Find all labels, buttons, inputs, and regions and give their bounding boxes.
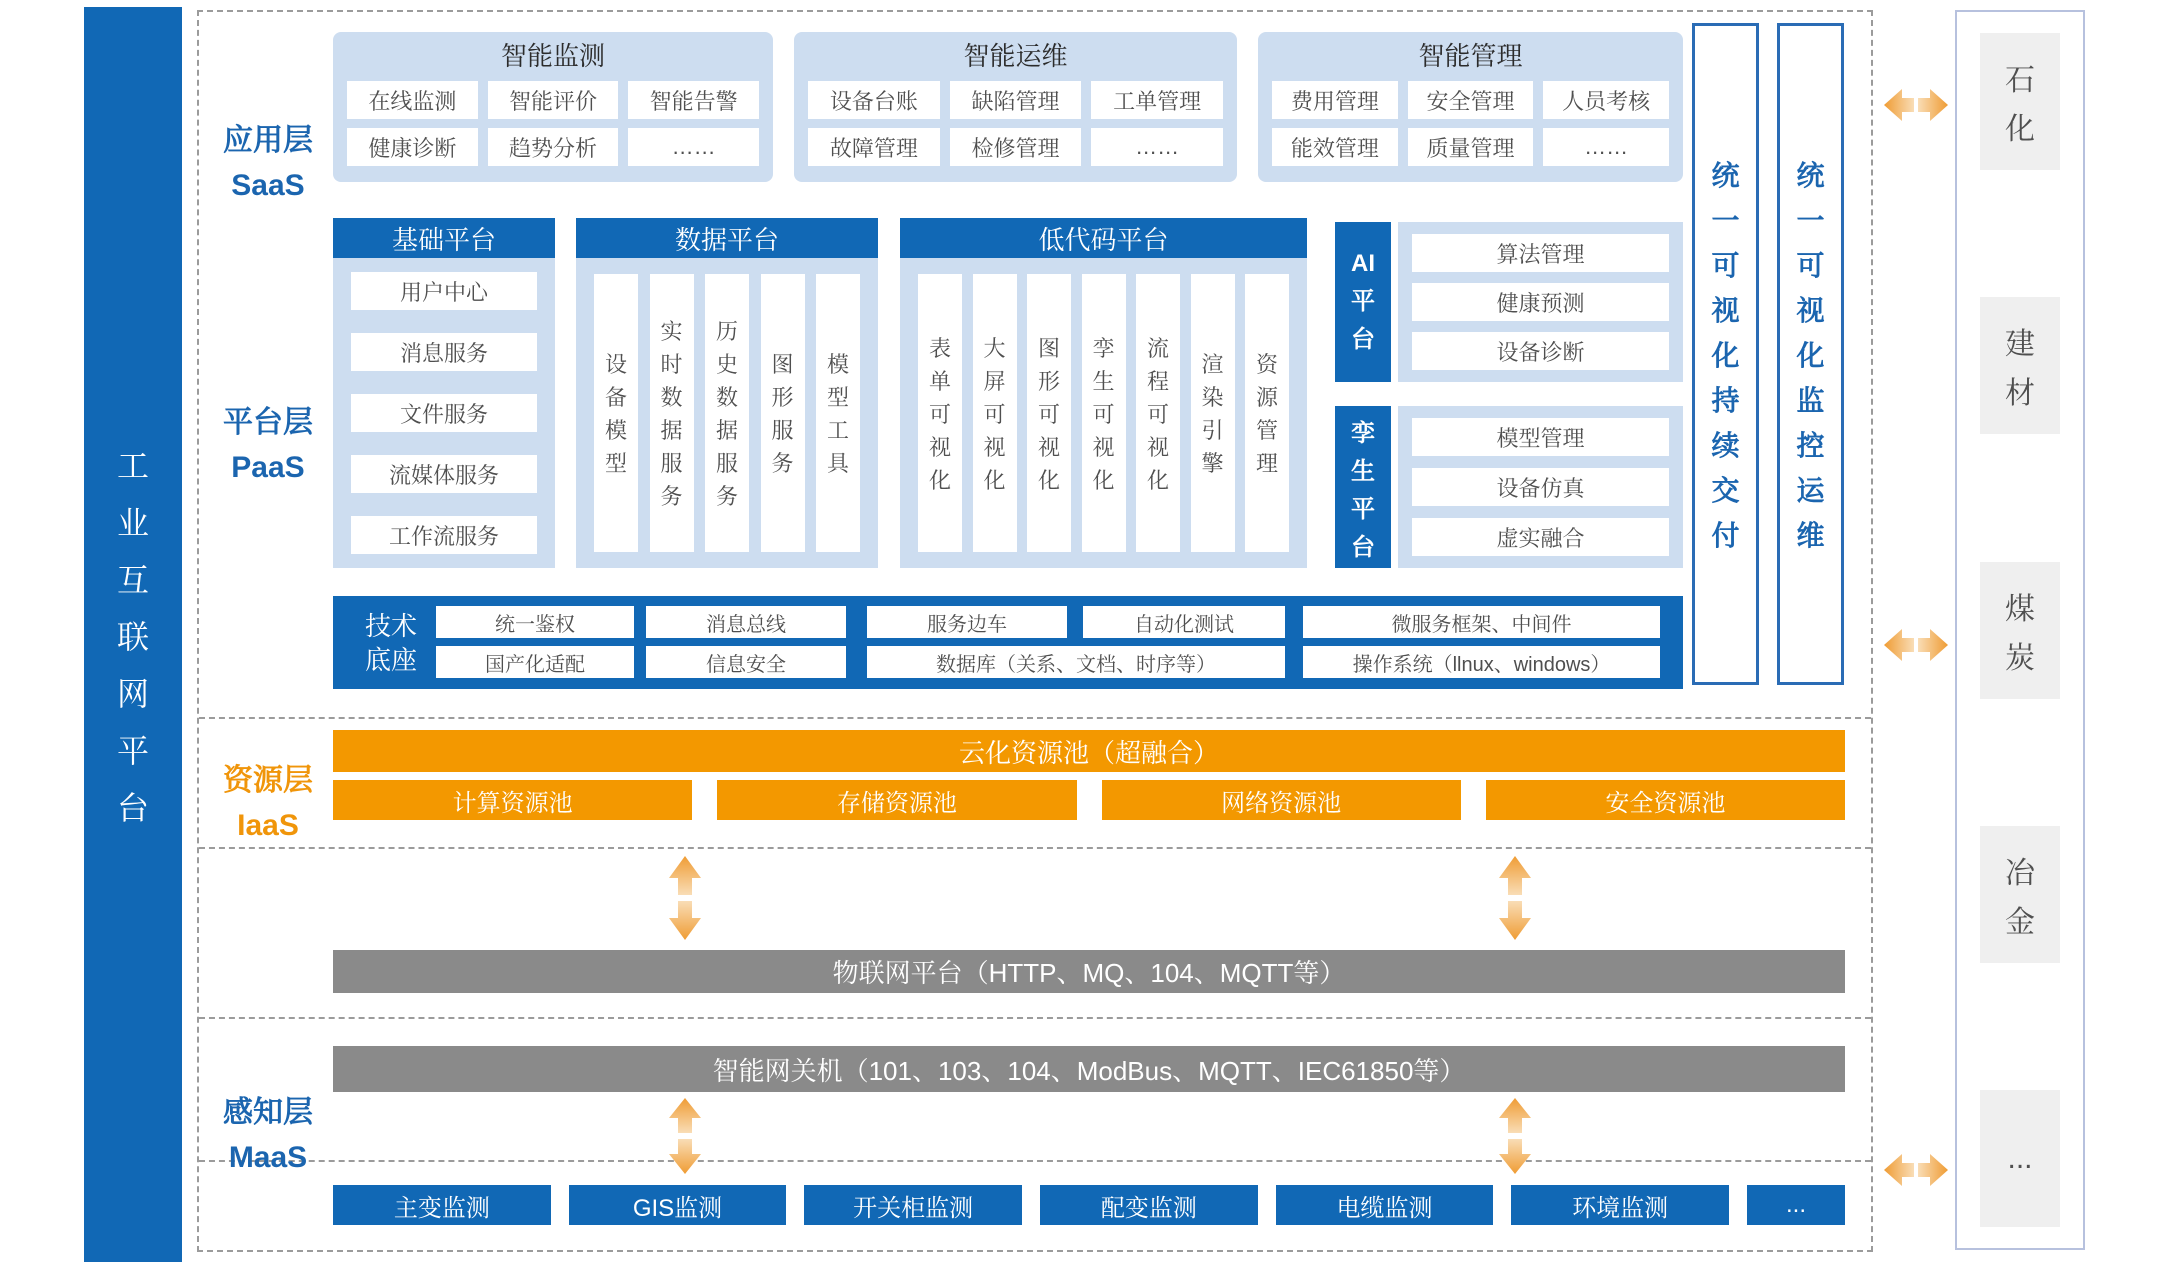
industry-building-materials: 建 材 [1980, 297, 2060, 434]
ai-item: 算法管理 [1412, 234, 1669, 272]
saas-item: …… [628, 128, 759, 166]
double-arrow-vertical-icon [1498, 856, 1532, 940]
saas-item: …… [1543, 128, 1669, 166]
industry-more: ... [1980, 1090, 2060, 1227]
data-platform-body [576, 258, 878, 568]
saas-item: 趋势分析 [488, 128, 619, 166]
ai-platform-body [1398, 222, 1683, 382]
iaas-layer-label-en: IaaS [237, 809, 299, 842]
gateway-bar: 智能网关机（101、103、104、ModBus、MQTT、IEC61850等） [333, 1046, 1845, 1092]
maas-layer-label-cn: 感知层 [223, 1096, 313, 1129]
tech-item: 服务边车 [867, 606, 1067, 638]
monitor-item: 环境监测 [1511, 1185, 1729, 1225]
resource-pools [333, 780, 1845, 820]
ai-item: 健康预测 [1412, 283, 1669, 321]
saas-item: 健康诊断 [347, 128, 478, 166]
saas-item: …… [1091, 128, 1223, 166]
layer-separator [199, 1160, 1871, 1162]
paas-vitem: 渲 染 引 擎 [1191, 274, 1235, 552]
layer-separator [199, 847, 1871, 849]
paas-vitem: 设 备 模 型 [594, 274, 638, 552]
tech-base-label: 技术 底座 [364, 610, 417, 675]
tech-item: 信息安全 [646, 646, 846, 678]
group-title: 智能监测 [500, 41, 605, 71]
pool-item: 网络资源池 [1102, 780, 1461, 820]
base-platform-body [333, 258, 555, 568]
paas-vitem: 流 程 可 视 化 [1136, 274, 1180, 552]
double-arrow-horizontal-icon [1884, 88, 1948, 122]
paas-item: 文件服务 [351, 394, 537, 432]
group-smart-management [1258, 32, 1683, 182]
paas-vitem: 大 屏 可 视 化 [973, 274, 1017, 552]
monitor-item: 主变监测 [333, 1185, 551, 1225]
saas-item: 质量管理 [1408, 128, 1534, 166]
monitor-row [333, 1185, 1845, 1225]
tech-item: 消息总线 [646, 606, 846, 638]
industry-column [1955, 10, 2085, 1250]
rail-monitoring-ops: 统 一 可 视 化 监 控 运 维 [1777, 23, 1844, 685]
platform-title: 工 业 互 联 网 平 台 [116, 447, 149, 826]
paas-vitem: 实 时 数 据 服 务 [650, 274, 694, 552]
tech-base-bar [333, 596, 1683, 689]
saas-item: 故障管理 [808, 128, 940, 166]
saas-item: 智能告警 [628, 81, 759, 119]
pool-item: 安全资源池 [1486, 780, 1845, 820]
paas-vitem: 图 形 可 视 化 [1027, 274, 1071, 552]
paas-vitem: 表 单 可 视 化 [918, 274, 962, 552]
platform-title-bar [84, 7, 182, 1262]
paas-item: 工作流服务 [351, 516, 537, 554]
maas-layer-label [193, 1090, 343, 1180]
lowcode-platform-body [900, 258, 1307, 568]
tech-item: 自动化测试 [1083, 606, 1285, 638]
twin-item: 模型管理 [1412, 418, 1669, 456]
group-smart-monitoring [333, 32, 773, 182]
double-arrow-horizontal-icon [1884, 628, 1948, 662]
paas-vitem: 资 源 管 理 [1245, 274, 1289, 552]
saas-layer-label-en: SaaS [231, 169, 305, 202]
saas-item: 智能评价 [488, 81, 619, 119]
ai-item: 设备诊断 [1412, 332, 1669, 370]
saas-item: 检修管理 [950, 128, 1082, 166]
saas-item: 费用管理 [1272, 81, 1398, 119]
monitor-item: GIS监测 [569, 1185, 787, 1225]
saas-layer-label [193, 118, 343, 208]
industry-petrochemical: 石 化 [1980, 33, 2060, 170]
industry-metallurgy: 冶 金 [1980, 826, 2060, 963]
saas-item: 能效管理 [1272, 128, 1398, 166]
paas-vitem: 历 史 数 据 服 务 [705, 274, 749, 552]
twin-item: 设备仿真 [1412, 468, 1669, 506]
tech-item: 国产化适配 [436, 646, 634, 678]
paas-vitem: 图 形 服 务 [761, 274, 805, 552]
group-title: 智能管理 [1418, 41, 1523, 71]
iaas-layer-label [193, 758, 343, 848]
cloud-resource-pool-bar: 云化资源池（超融合） [333, 730, 1845, 772]
saas-item: 在线监测 [347, 81, 478, 119]
industry-coal: 煤 炭 [1980, 562, 2060, 699]
double-arrow-horizontal-icon [1884, 1153, 1948, 1187]
saas-item: 设备台账 [808, 81, 940, 119]
pool-item: 存储资源池 [717, 780, 1076, 820]
layer-separator [199, 717, 1871, 719]
paas-item: 用户中心 [351, 272, 537, 310]
paas-layer-label [193, 400, 343, 490]
double-arrow-vertical-icon [1498, 1098, 1532, 1174]
paas-layer-label-en: PaaS [231, 451, 305, 484]
data-platform-header: 数据平台 [576, 218, 878, 258]
twin-platform-body [1398, 406, 1683, 568]
rail-continuous-delivery: 统 一 可 视 化 持 续 交 付 [1692, 23, 1759, 685]
maas-layer-label-en: MaaS [228, 1141, 308, 1174]
paas-vitem: 孪 生 可 视 化 [1082, 274, 1126, 552]
saas-item: 安全管理 [1408, 81, 1534, 119]
paas-vitem: 模 型 工 具 [816, 274, 860, 552]
tech-item: 操作系统（llnux、windows） [1303, 646, 1660, 678]
pool-item: 计算资源池 [333, 780, 692, 820]
paas-item: 消息服务 [351, 333, 537, 371]
monitor-item: ... [1747, 1185, 1845, 1225]
monitor-item: 电缆监测 [1276, 1185, 1494, 1225]
saas-item: 工单管理 [1091, 81, 1223, 119]
monitor-item: 开关柜监测 [804, 1185, 1022, 1225]
tech-item: 数据库（关系、文档、时序等） [867, 646, 1285, 678]
group-title: 智能运维 [963, 41, 1068, 71]
iaas-layer-label-cn: 资源层 [223, 764, 313, 797]
monitor-item: 配变监测 [1040, 1185, 1258, 1225]
twin-platform-label: 孪 生 平 台 [1335, 406, 1391, 568]
double-arrow-vertical-icon [668, 856, 702, 940]
tech-item: 微服务框架、中间件 [1303, 606, 1660, 638]
tech-item: 统一鉴权 [436, 606, 634, 638]
saas-layer-label-cn: 应用层 [223, 124, 313, 157]
saas-item: 缺陷管理 [950, 81, 1082, 119]
lowcode-platform-header: 低代码平台 [900, 218, 1307, 258]
double-arrow-vertical-icon [668, 1098, 702, 1174]
paas-item: 流媒体服务 [351, 455, 537, 493]
group-smart-operation [794, 32, 1237, 182]
twin-item: 虚实融合 [1412, 518, 1669, 556]
iot-platform-bar: 物联网平台（HTTP、MQ、104、MQTT等） [333, 950, 1845, 993]
ai-platform-label: AI 平 台 [1335, 222, 1391, 382]
base-platform-header: 基础平台 [333, 218, 555, 258]
layer-separator [199, 1017, 1871, 1019]
paas-layer-label-cn: 平台层 [223, 406, 313, 439]
saas-item: 人员考核 [1543, 81, 1669, 119]
